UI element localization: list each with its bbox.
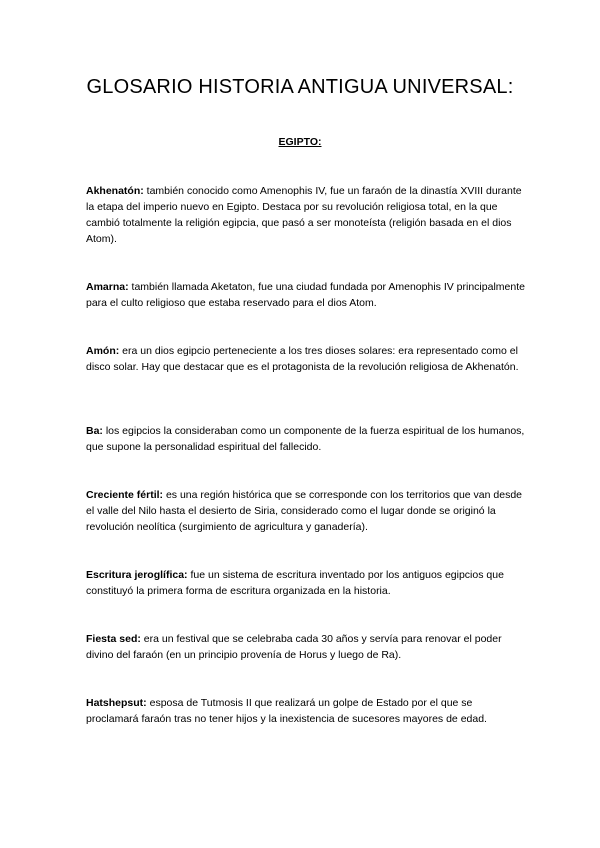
glossary-entry-amarna [86, 279, 526, 311]
glossary-entry-akhenaton [86, 183, 526, 247]
glossary-entry-ba [86, 423, 526, 455]
glossary-definition: fue un sistema de escritura inventado por los antiguos egipcios que constituyó la primera forma de escritura organizada en la historia. [86, 569, 504, 597]
glossary-term: Creciente fértil: [86, 489, 164, 501]
glossary-term: Fiesta sed: [86, 633, 141, 645]
glossary-term: Hatshepsut: [86, 697, 147, 709]
glossary-entry-hatshepsut [86, 695, 526, 727]
glossary-definition: esposa de Tutmosis II que realizará un golpe de Estado por el que se proclamará faraón tras no tener hijos y la inexistencia de sucesores mayores de edad. [86, 697, 487, 725]
document-title: GLOSARIO HISTORIA ANTIGUA UNIVERSAL: [86, 76, 514, 98]
glossary-entry-escritura-jeroglifica [86, 567, 526, 599]
glossary-definition: era un festival que se celebraba cada 30 años y servía para renovar el poder divino del faraón (en un principio provenía de Horus y luego de Ra). [86, 633, 502, 661]
glossary-term: Ba: [86, 425, 103, 437]
glossary-definition: también llamada Aketaton, fue una ciudad fundada por Amenophis IV principalmente para el culto religioso que estaba reservado para el dios Atom. [86, 281, 525, 309]
glossary-definition: era un dios egipcio perteneciente a los tres dioses solares: era representado como el disco solar. Hay que destacar que es el protagonista de la revolución religiosa de Akhenatón. [86, 345, 519, 373]
glossary-term: Amón: [86, 345, 120, 357]
glossary-definition: es una región histórica que se corresponde con los territorios que van desde el valle del Nilo hasta el desierto de Siria, considerado como el lugar donde se originó la revolución neolítica (surgimiento de agricultura y ganadería). [86, 489, 522, 533]
section-heading: EGIPTO: [278, 136, 322, 148]
glossary-definition: los egipcios la consideraban como un componente de la fuerza espiritual de los humanos, que supone la personalidad espiritual del fallecido. [86, 425, 525, 453]
glossary-term: Amarna: [86, 281, 129, 293]
glossary-entry-amon [86, 343, 526, 375]
glossary-term: Akhenatón: [86, 185, 144, 197]
glossary-term: Escritura jeroglífica: [86, 569, 188, 581]
glossary-entry-fiesta-sed [86, 631, 526, 663]
glossary-definition: también conocido como Amenophis IV, fue un faraón de la dinastía XVIII durante la etapa del imperio nuevo en Egipto. Destaca por su revolución religiosa total, en la que cambió totalmente la religión egipcia, que pasó a ser monoteísta (religión basada en el dios Atom). [86, 185, 522, 245]
glossary-entry-creciente-fertil [86, 487, 526, 535]
